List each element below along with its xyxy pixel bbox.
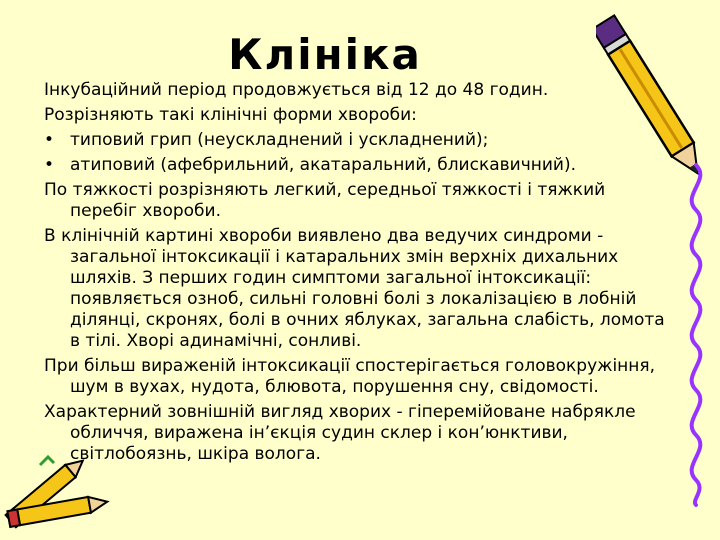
paragraph-syndromes: В клінічній картині хвороби виявлено два ведучих синдроми - загальної інтоксикації і катаральних змін верхніх дихальних шляхів. З перших годин симптоми загальної інтоксикації: появляється озноб, сильні головні болі з локалізацією в лобній ділянці, скронях, болі в очних яблуках, загальна слабість, ломота в тілі. Хворі адинамічні, сонливі. <box>44 226 665 351</box>
paragraph-severity: По тяжкості розрізняють легкий, середньої тяжкості і тяжкий перебіг хвороби. <box>44 180 606 221</box>
pencils-icon <box>0 440 120 540</box>
paragraph-incubation: Інкубаційний період продовжується від 12 до 48 годин. <box>44 80 549 100</box>
bullet-item-label: типовий грип (неускладнений і ускладнений); <box>70 130 489 150</box>
bullet-icon: • <box>44 130 55 150</box>
paragraph-appearance: Характерний зовнішній вигляд хворих - гіперемійоване набрякле обличчя, виражена ін’єкція судин склер і кон’юнктиви, світлобоязнь, шкіра волога. <box>44 402 636 464</box>
squiggle-line-icon <box>676 160 716 510</box>
bullet-item-label: атиповий (афебрильний, акатаральний, блискавичний). <box>70 155 576 175</box>
paragraph-forms-intro: Розрізняють такі клінічні форми хвороби: <box>44 105 417 125</box>
slide-title: Клініка <box>228 30 422 79</box>
slide-body <box>44 80 674 469</box>
paragraph-intoxication: При більш вираженій інтоксикації спостерігається головокружіння, шум в вухах, нудота, блювота, порушення сну, свідомості. <box>44 356 656 397</box>
bullet-item-typical <box>44 130 674 151</box>
bullet-icon: • <box>44 155 55 175</box>
bullet-item-atypical <box>44 155 674 176</box>
